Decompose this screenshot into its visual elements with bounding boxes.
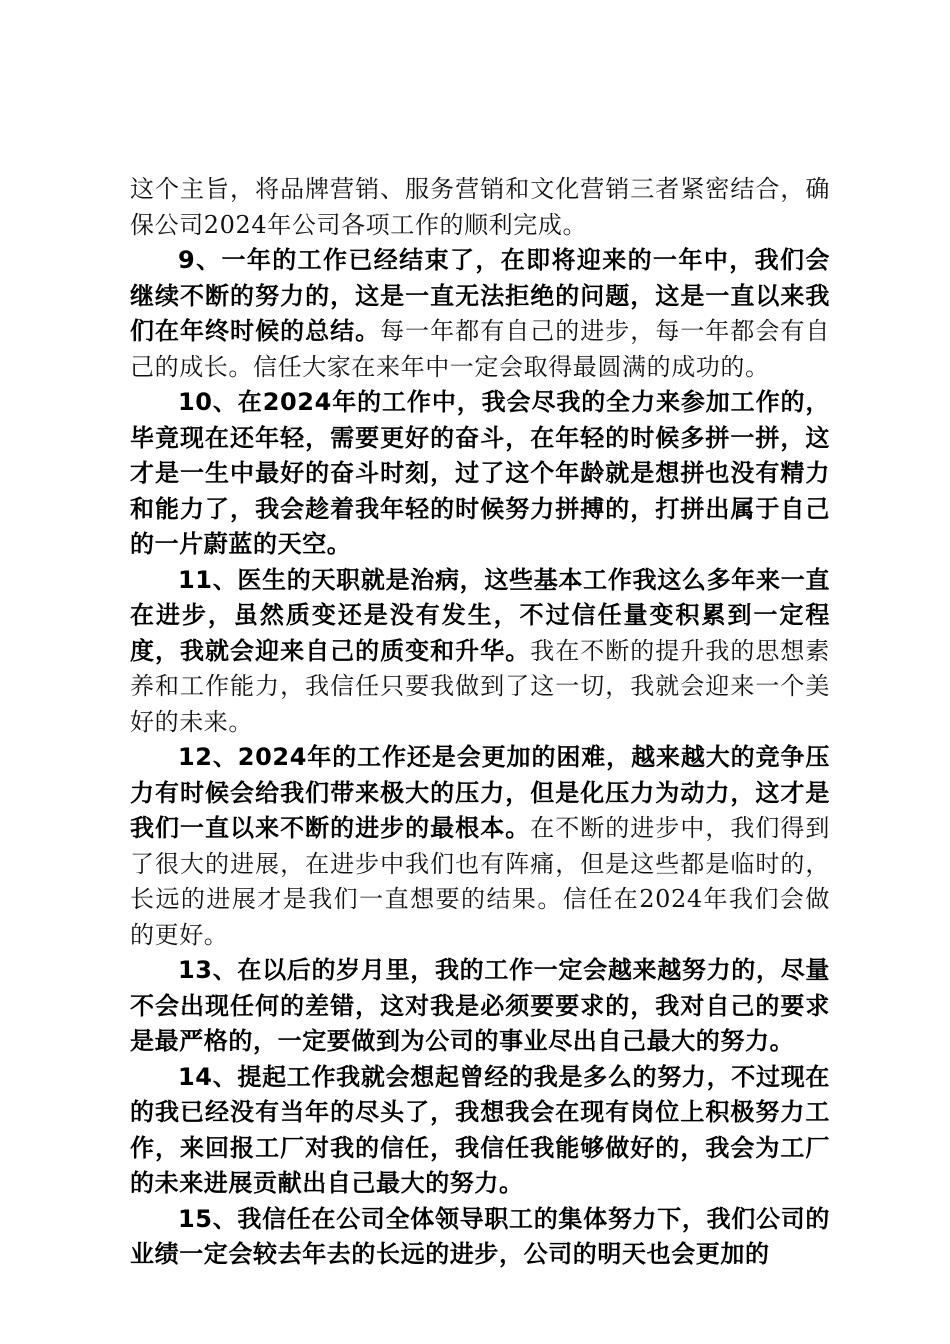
paragraph-text-run: 我在不断的提升我的思想素养和工作能力，我信任只要我做到了这一切，我就会迎来一个美好的未来。 — [130, 636, 830, 736]
paragraph-text-run: 每一年都有自己的进步，每一年都会有自己的成长。信任大家在来年中一定会取得最圆满的成功的。 — [130, 317, 830, 381]
paragraph-text-run: 11、医生的天职就是治病，这些基本工作我这么多年来一直在进步，虽然质变还是没有发生，不过信任量变积累到一定程度，我就会迎来自己的质变和升华。 — [130, 565, 830, 665]
paragraph-text-run: 12、2024年的工作还是会更加的困难，越来越大的竞争压力有时候会给我们带来极大的压力，但是化压力为动力，这才是我们一直以来不断的进步的最根本。 — [130, 743, 830, 842]
paragraph-text-run: 13、在以后的岁月里，我的工作一定会越来越努力的，尽量不会出现任何的差错，这对我是必须要要求的，我对自己的要求是最严格的，一定要做到为公司的事业尽出自己最大的努力。 — [130, 956, 830, 1055]
paragraph-text-run: 15、我信任在公司全体领导职工的集体努力下，我们公司的业绩一定会较去年去的长远的进步，公司的明天也会更加的 — [130, 1204, 830, 1268]
document-body — [130, 172, 830, 1273]
paragraph-text-run: 9、一年的工作已经结束了，在即将迎来的一年中，我们会继续不断的努力的，这是一直无法拒绝的问题，这是一直以来我们在年终时候的总结。 — [130, 246, 830, 345]
paragraph-13 — [130, 953, 830, 1060]
paragraph-10 — [130, 385, 830, 563]
paragraph-15 — [130, 1202, 830, 1273]
paragraph-12 — [130, 740, 830, 953]
paragraph-11 — [130, 563, 830, 741]
paragraph-14 — [130, 1060, 830, 1202]
paragraph-text-run: 在不断的进步中，我们得到了很大的进展，在进步中我们也有阵痛，但是这些都是临时的，长远的进展才是我们一直想要的结果。信任在2024年我们会做的更好。 — [130, 814, 830, 949]
paragraph-text-run: 14、提起工作我就会想起曾经的我是多么的努力，不过现在的我已经没有当年的尽头了，我想我会在现有岗位上积极努力工作，来回报工厂对我的信任，我信任我能够做好的，我会为工厂的未来进展贡献出自己最大的努力。 — [130, 1062, 830, 1197]
paragraph-continuation — [130, 172, 830, 243]
paragraph-text-run: 10、在2024年的工作中，我会尽我的全力来参加工作的，毕竟现在还年轻，需要更好的奋斗，在年轻的时候多拼一拼，这才是一生中最好的奋斗时刻，过了这个年龄就是想拼也没有精力和能力了，我会趁着我年轻的时候努力拼搏的，打拼出属于自己的一片蔚蓝的天空。 — [130, 388, 830, 558]
paragraph-text-run: 这个主旨，将品牌营销、服务营销和文化营销三者紧密结合，确保公司2024年公司各项工作的顺利完成。 — [130, 175, 830, 239]
paragraph-9 — [130, 243, 830, 385]
